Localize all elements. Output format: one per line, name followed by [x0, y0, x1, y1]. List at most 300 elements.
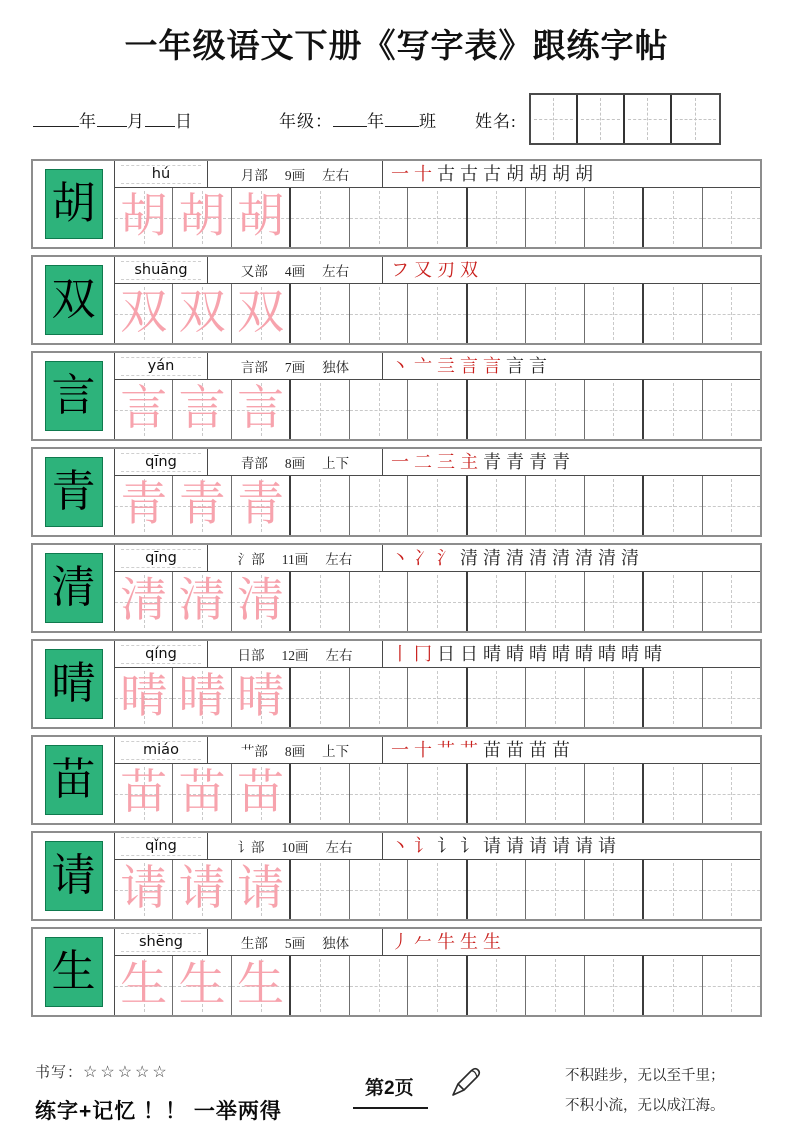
stroke-step: 冫	[414, 548, 432, 568]
practice-cell	[115, 284, 173, 343]
practice-cells	[115, 284, 760, 343]
stroke-count-label: 9画	[284, 168, 306, 183]
trace-character: 言	[120, 383, 168, 435]
practice-row	[31, 447, 762, 537]
practice-cell	[350, 476, 408, 535]
radical-info-cell	[208, 929, 383, 955]
character-column	[33, 545, 115, 631]
stroke-step: 清	[506, 548, 524, 568]
stroke-count-label: 11画	[281, 552, 309, 567]
row-info-strip	[115, 641, 760, 668]
practice-cell	[173, 188, 231, 247]
practice-cell	[232, 572, 291, 631]
stroke-step: 晴	[575, 644, 593, 664]
stroke-step: 言	[460, 356, 478, 376]
stroke-step: 日	[437, 644, 455, 664]
footer	[35, 1061, 758, 1125]
character-column	[33, 449, 115, 535]
character-glyph: 生	[51, 947, 96, 996]
stroke-step: 请	[529, 836, 547, 856]
character-glyph: 清	[51, 563, 96, 612]
practice-cell	[644, 860, 702, 919]
practice-cell	[644, 764, 702, 823]
practice-cell	[468, 764, 526, 823]
grade-class-blank	[385, 112, 419, 127]
practice-cell	[173, 860, 231, 919]
practice-cell	[468, 668, 526, 727]
stroke-step: 清	[529, 548, 547, 568]
row-info-strip	[115, 737, 760, 764]
stroke-step: 亖	[437, 356, 455, 376]
structure-label: 左右	[325, 648, 353, 663]
practice-row	[31, 735, 762, 825]
practice-cell	[350, 188, 408, 247]
pinyin-text: qíng	[121, 645, 200, 664]
stroke-step: 古	[437, 164, 455, 184]
stroke-step: 请	[598, 836, 616, 856]
stroke-step: フ	[391, 260, 409, 280]
quote-line-2: 不积小流，无以成江海。	[565, 1098, 725, 1115]
structure-label: 上下	[322, 456, 350, 471]
pinyin-cell	[115, 257, 208, 283]
stroke-step: 亠	[414, 356, 432, 376]
character-box	[45, 169, 103, 239]
practice-cell	[644, 476, 702, 535]
practice-cell	[173, 572, 231, 631]
character-glyph: 青	[51, 467, 96, 516]
practice-cell	[232, 668, 291, 727]
stroke-order-strip	[383, 449, 760, 475]
stroke-step: 古	[483, 164, 501, 184]
practice-cell	[350, 860, 408, 919]
practice-cell	[291, 764, 349, 823]
practice-row	[31, 639, 762, 729]
radical-info-cell	[208, 737, 383, 763]
character-glyph: 言	[51, 371, 96, 420]
row-right	[115, 833, 760, 919]
name-grid	[529, 93, 721, 145]
practice-cell	[703, 284, 760, 343]
trace-character: 生	[178, 959, 226, 1011]
practice-cell	[585, 380, 644, 439]
practice-cell	[468, 956, 526, 1015]
stroke-step: 艹	[460, 740, 478, 760]
date-blanks	[33, 107, 193, 132]
practice-cell	[115, 380, 173, 439]
year-blank	[33, 112, 79, 127]
stroke-step: 请	[506, 836, 524, 856]
practice-cells	[115, 956, 760, 1015]
page-title: 一年级语文下册《写字表》跟练字帖	[124, 27, 669, 64]
day-label: 日	[175, 111, 193, 131]
stroke-step: 苗	[529, 740, 547, 760]
stroke-step: 一	[391, 452, 409, 472]
stroke-step: 晴	[506, 644, 524, 664]
practice-cell	[350, 380, 408, 439]
row-right	[115, 353, 760, 439]
stroke-step: 苗	[483, 740, 501, 760]
character-box	[45, 841, 103, 911]
stroke-step: 十	[414, 740, 432, 760]
trace-character: 生	[237, 959, 285, 1011]
trace-character: 胡	[120, 191, 168, 243]
practice-cell	[115, 764, 173, 823]
practice-cell	[408, 668, 467, 727]
practice-cell	[408, 572, 467, 631]
month-blank	[97, 112, 127, 127]
stroke-step: 讠	[460, 836, 478, 856]
row-info-strip	[115, 545, 760, 572]
structure-label: 左右	[325, 552, 353, 567]
trace-character: 清	[120, 575, 168, 627]
stroke-step: 𠂉	[414, 932, 432, 952]
practice-cell	[291, 956, 349, 1015]
stroke-step: 艹	[437, 740, 455, 760]
page-number: 第2页	[353, 1073, 428, 1109]
practice-cell	[291, 476, 349, 535]
practice-cell	[526, 764, 584, 823]
practice-cell	[350, 284, 408, 343]
row-right	[115, 641, 760, 727]
pinyin-cell	[115, 641, 208, 667]
character-box	[45, 745, 103, 815]
practice-cell	[115, 572, 173, 631]
grade-class-blanks	[279, 107, 437, 132]
character-column	[33, 929, 115, 1015]
trace-character: 清	[178, 575, 226, 627]
stroke-step: 言	[506, 356, 524, 376]
stroke-step: 一	[391, 164, 409, 184]
practice-cell	[585, 284, 644, 343]
stroke-step: 胡	[529, 164, 547, 184]
stroke-count-label: 8画	[284, 744, 306, 759]
stroke-step: 清	[621, 548, 639, 568]
row-info-strip	[115, 449, 760, 476]
row-right	[115, 449, 760, 535]
name-grid-cell	[625, 95, 672, 143]
trace-character: 青	[237, 479, 285, 531]
trace-character: 晴	[178, 671, 226, 723]
practice-cell	[526, 668, 584, 727]
stroke-order-strip	[383, 545, 760, 571]
row-right	[115, 929, 760, 1015]
stroke-step: 又	[414, 260, 432, 280]
pinyin-text: miáo	[121, 741, 200, 760]
practice-cell	[408, 188, 467, 247]
stroke-step: 二	[414, 452, 432, 472]
practice-cell	[350, 764, 408, 823]
practice-cell	[468, 380, 526, 439]
trace-character: 清	[237, 575, 285, 627]
stroke-step: 青	[529, 452, 547, 472]
stroke-count-label: 4画	[284, 264, 306, 279]
name-grid-cell	[672, 95, 719, 143]
structure-label: 左右	[322, 264, 350, 279]
stroke-step: 日	[460, 644, 478, 664]
practice-row	[31, 831, 762, 921]
pinyin-cell	[115, 353, 208, 379]
practice-row	[31, 159, 762, 249]
practice-cell	[703, 668, 760, 727]
practice-cell	[408, 380, 467, 439]
pinyin-cell	[115, 929, 208, 955]
practice-cell	[468, 860, 526, 919]
practice-cells	[115, 860, 760, 919]
year-label: 年	[79, 111, 97, 131]
practice-cell	[526, 284, 584, 343]
stroke-order-strip	[383, 257, 760, 283]
stroke-step: 请	[575, 836, 593, 856]
pen-icon	[449, 1065, 483, 1104]
stroke-step: 清	[460, 548, 478, 568]
trace-character: 苗	[178, 767, 226, 819]
stroke-step: 古	[460, 164, 478, 184]
stroke-step: 丶	[391, 548, 409, 568]
radical-info-cell	[208, 161, 383, 187]
practice-cell	[526, 476, 584, 535]
row-right	[115, 257, 760, 343]
practice-cell	[644, 956, 702, 1015]
stroke-step: 牛	[437, 932, 455, 952]
practice-cell	[173, 668, 231, 727]
name-label: 姓名:	[475, 111, 517, 131]
practice-cell	[644, 572, 702, 631]
character-column	[33, 833, 115, 919]
character-glyph: 请	[51, 851, 96, 900]
character-box	[45, 649, 103, 719]
character-glyph: 双	[51, 275, 96, 324]
radical-info-cell	[208, 545, 383, 571]
practice-cell	[232, 476, 291, 535]
trace-character: 青	[120, 479, 168, 531]
grade-year-blank	[333, 112, 367, 127]
row-info-strip	[115, 353, 760, 380]
practice-cells	[115, 572, 760, 631]
practice-row	[31, 255, 762, 345]
character-column	[33, 257, 115, 343]
practice-cell	[703, 860, 760, 919]
practice-cell	[408, 956, 467, 1015]
practice-cell	[644, 668, 702, 727]
stroke-count-label: 5画	[284, 936, 306, 951]
practice-cell	[291, 668, 349, 727]
practice-cells	[115, 764, 760, 823]
practice-cell	[115, 860, 173, 919]
stroke-step: 晴	[483, 644, 501, 664]
practice-cell	[173, 956, 231, 1015]
trace-character: 晴	[120, 671, 168, 723]
structure-label: 独体	[322, 360, 350, 375]
pinyin-cell	[115, 833, 208, 859]
stroke-step: 丶	[391, 836, 409, 856]
footer-quote	[565, 1061, 725, 1122]
character-glyph: 苗	[51, 755, 96, 804]
practice-cell	[585, 956, 644, 1015]
name-grid-cell	[578, 95, 625, 143]
structure-label: 左右	[322, 168, 350, 183]
trace-character: 双	[237, 287, 285, 339]
radical-label: 月部	[240, 168, 268, 183]
stroke-step: 双	[460, 260, 478, 280]
stroke-step: 三	[437, 452, 455, 472]
character-glyph: 胡	[51, 179, 96, 228]
practice-cell	[408, 860, 467, 919]
trace-character: 生	[120, 959, 168, 1011]
practice-cell	[468, 188, 526, 247]
writing-rating	[35, 1061, 353, 1082]
character-column	[33, 353, 115, 439]
practice-row	[31, 351, 762, 441]
practice-cells	[115, 668, 760, 727]
practice-cells	[115, 380, 760, 439]
practice-cell	[232, 956, 291, 1015]
stroke-step: 丿	[391, 932, 409, 952]
practice-cell	[115, 188, 173, 247]
trace-character: 请	[178, 863, 226, 915]
practice-cell	[468, 284, 526, 343]
grade-label: 年级：	[279, 111, 333, 131]
practice-cell	[585, 860, 644, 919]
stroke-step: 讠	[437, 836, 455, 856]
practice-cells	[115, 188, 760, 247]
character-glyph: 晴	[51, 659, 96, 708]
character-column	[33, 641, 115, 727]
stroke-step: 晴	[552, 644, 570, 664]
stroke-step: 晴	[644, 644, 662, 664]
grade-class-label: 班	[419, 111, 437, 131]
practice-cell	[703, 764, 760, 823]
character-box	[45, 265, 103, 335]
radical-label: 艹部	[240, 744, 268, 759]
pinyin-cell	[115, 161, 208, 187]
practice-cell	[644, 380, 702, 439]
practice-cell	[173, 764, 231, 823]
stroke-step: 请	[552, 836, 570, 856]
practice-cell	[703, 476, 760, 535]
practice-cell	[585, 764, 644, 823]
radical-info-cell	[208, 641, 383, 667]
practice-cell	[408, 476, 467, 535]
practice-cell	[703, 956, 760, 1015]
radical-label: 又部	[240, 264, 268, 279]
stroke-step: 胡	[575, 164, 593, 184]
name-grid-cell	[531, 95, 578, 143]
character-box	[45, 361, 103, 431]
stroke-step: 胡	[506, 164, 524, 184]
practice-cell	[585, 572, 644, 631]
practice-cell	[232, 284, 291, 343]
radical-info-cell	[208, 449, 383, 475]
structure-label: 独体	[322, 936, 350, 951]
header-line	[33, 93, 760, 145]
practice-cell	[526, 380, 584, 439]
practice-cell	[291, 188, 349, 247]
practice-cell	[232, 764, 291, 823]
practice-cell	[408, 764, 467, 823]
stroke-step: 言	[529, 356, 547, 376]
trace-character: 言	[237, 383, 285, 435]
stroke-step: 丨	[391, 644, 409, 664]
month-label: 月	[127, 111, 145, 131]
practice-cell	[468, 572, 526, 631]
practice-cell	[585, 476, 644, 535]
quote-line-1: 不积跬步，无以至千里；	[565, 1068, 725, 1084]
practice-row	[31, 543, 762, 633]
practice-cell	[408, 284, 467, 343]
practice-cell	[232, 860, 291, 919]
stroke-step: 胡	[552, 164, 570, 184]
stroke-order-strip	[383, 929, 760, 955]
trace-character: 言	[178, 383, 226, 435]
pinyin-cell	[115, 737, 208, 763]
practice-cell	[350, 668, 408, 727]
stroke-step: 刃	[437, 260, 455, 280]
radical-label: 言部	[240, 360, 268, 375]
stroke-order-strip	[383, 833, 760, 859]
row-info-strip	[115, 833, 760, 860]
practice-cell	[291, 860, 349, 919]
pinyin-text: qīng	[121, 549, 200, 568]
trace-character: 晴	[237, 671, 285, 723]
radical-info-cell	[208, 353, 383, 379]
practice-cell	[644, 188, 702, 247]
row-right	[115, 737, 760, 823]
stroke-step: 清	[598, 548, 616, 568]
stroke-step: 苗	[552, 740, 570, 760]
stroke-step: 丶	[391, 356, 409, 376]
row-info-strip	[115, 257, 760, 284]
stroke-step: 冂	[414, 644, 432, 664]
radical-label: 青部	[240, 456, 268, 471]
row-info-strip	[115, 161, 760, 188]
practice-cell	[115, 476, 173, 535]
radical-info-cell	[208, 257, 383, 283]
character-column	[33, 737, 115, 823]
rating-stars: ☆☆☆☆☆	[83, 1064, 170, 1081]
stroke-step: 请	[483, 836, 501, 856]
trace-character: 胡	[237, 191, 285, 243]
stroke-step: 青	[506, 452, 524, 472]
practice-cell	[291, 380, 349, 439]
practice-cell	[291, 572, 349, 631]
practice-cell	[173, 284, 231, 343]
stroke-order-strip	[383, 737, 760, 763]
footer-center	[353, 1073, 523, 1109]
trace-character: 双	[120, 287, 168, 339]
row-right	[115, 545, 760, 631]
practice-row	[31, 927, 762, 1017]
stroke-count-label: 7画	[284, 360, 306, 375]
practice-cell	[115, 956, 173, 1015]
stroke-step: 讠	[414, 836, 432, 856]
radical-label: 讠部	[237, 840, 265, 855]
stroke-step: 青	[552, 452, 570, 472]
footer-left	[35, 1061, 353, 1125]
practice-cell	[115, 668, 173, 727]
rating-label: 书写：	[35, 1065, 84, 1081]
slogan-text: 练字+记忆 ！！ 一举两得	[35, 1100, 282, 1123]
trace-character: 苗	[120, 767, 168, 819]
practice-cell	[232, 188, 291, 247]
pinyin-text: qǐng	[121, 837, 200, 856]
practice-cell	[703, 188, 760, 247]
stroke-step: 生	[483, 932, 501, 952]
stroke-step: 一	[391, 740, 409, 760]
practice-cell	[232, 380, 291, 439]
practice-cell	[703, 380, 760, 439]
practice-cell	[291, 284, 349, 343]
row-right	[115, 161, 760, 247]
